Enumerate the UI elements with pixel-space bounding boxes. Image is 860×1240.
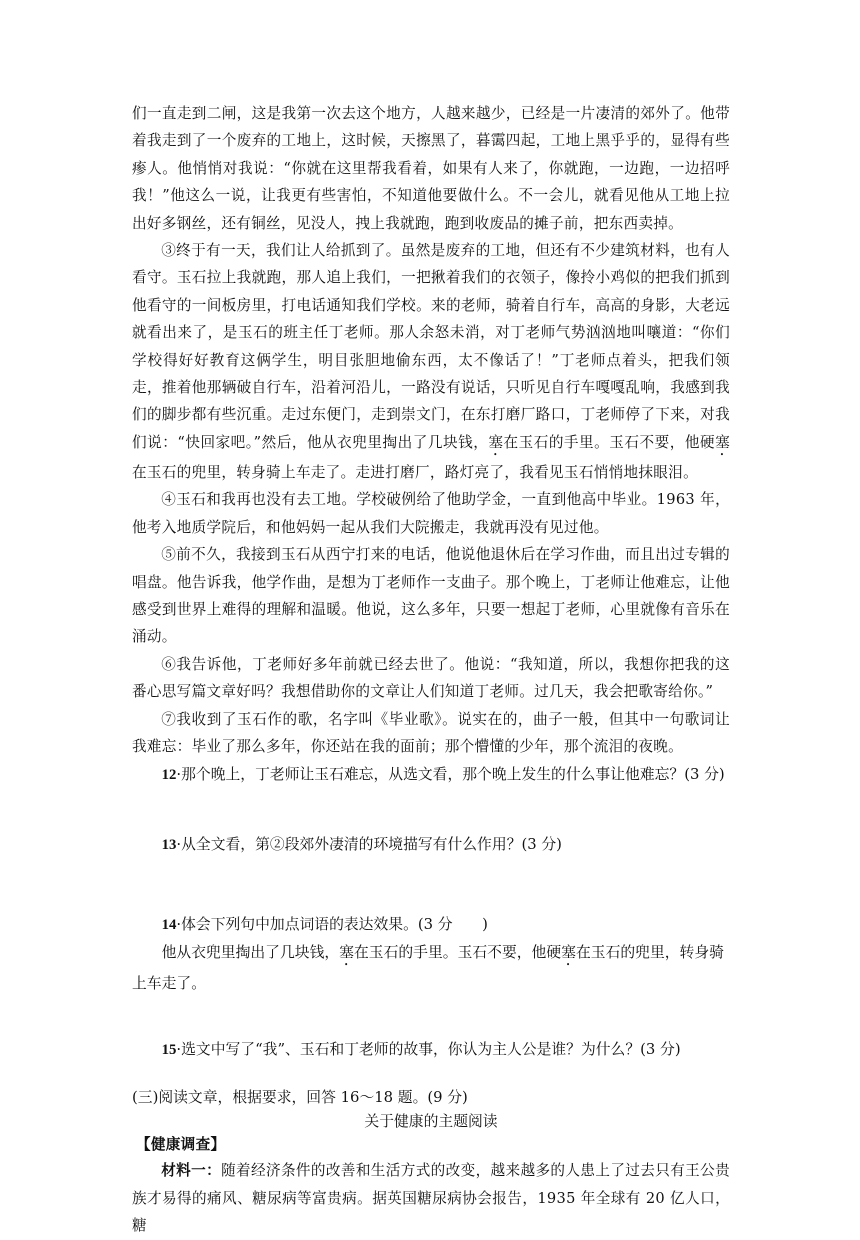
passage-paragraph-5: ⑤前不久，我接到玉石从西宁打来的电话，他说他退休后在学习作曲，而且出过专辑的唱盘。他告诉我，他学作曲，是想为丁老师作一支曲子。那个晚上，丁老师让他难忘，让他感受到世界上难得的理解和温暖。他说，这么多年，只要一想起丁老师，心里就像有音乐在涌动。: [132, 546, 730, 646]
question-number: 15: [161, 1042, 177, 1059]
question-number: 14: [161, 917, 177, 934]
question-15: 15·选文中写了“我”、玉石和丁老师的故事，你认为主人公是谁？为什么？(3 分): [161, 1041, 681, 1059]
emphasized-word-sai-1: 塞: [339, 944, 354, 962]
emphasized-word-sai-2: 塞: [561, 944, 576, 962]
passage-paragraph-6: ⑥我告诉他，丁老师好多年前就已经去世了。他说：“我知道，所以，我想你把我的这番心思写篇文章好吗？我想借助你的文章让人们知道丁老师。过几天，我会把歌寄给你。”: [132, 655, 730, 701]
question-13: 13·从全文看，第②段郊外凄清的环境描写有什么作用？(3 分): [161, 836, 562, 854]
page-content: [132, 100, 730, 1240]
question-12: 12·那个晚上，丁老师让玉石难忘，从选文看，那个晚上发生的什么事让他难忘？(3 分): [161, 766, 725, 784]
question-14-sentence: 他从衣兜里掏出了几块钱，塞在玉石的手里。玉石不要，他硬塞在玉石的兜里，转身骑上车走了。: [132, 944, 724, 993]
material-1: [132, 1157, 730, 1239]
emphasized-word-sai-2: 塞: [715, 433, 731, 451]
question-number: 12: [161, 767, 177, 784]
question-text: 体会下列句中加点词语的表达效果。(3 分 ): [181, 916, 488, 934]
question-14: 14·体会下列句中加点词语的表达效果。(3 分 ): [161, 916, 488, 934]
material-label: 材料一：: [161, 1162, 222, 1180]
section-3-heading: 【健康调查】: [136, 1136, 226, 1154]
p3-text-c: 在玉石的兜里，转身骑上车走了。走进打磨厂，路灯亮了，我看见玉石悄悄地抹眼泪。: [132, 463, 698, 481]
passage-paragraph-3: [132, 237, 730, 486]
question-text: 从全文看，第②段郊外凄清的环境描写有什么作用？(3 分): [181, 836, 562, 854]
question-text: 那个晚上，丁老师让玉石难忘，从选文看，那个晚上发生的什么事让他难忘？(3 分): [181, 766, 725, 784]
section-3-title: 关于健康的主题阅读: [364, 1113, 498, 1131]
material-text: 随着经济条件的改善和生活方式的改变，越来越多的人患上了过去只有王公贵族才易得的痛风、糖尿病等富贵病。据英国糖尿病协会报告，1935 年全球有 20 亿人口，糖: [132, 1162, 731, 1235]
question-text: 选文中写了“我”、玉石和丁老师的故事，你认为主人公是谁？为什么？(3 分): [181, 1041, 681, 1059]
section-3-intro: (三)阅读文章，根据要求，回答 16～18 题。(9 分): [132, 1089, 468, 1107]
p3-text-a: ③终于有一天，我们让人给抓到了。虽然是废弃的工地，但还有不少建筑材料，也有人看守。玉石拉上我就跑，那人追上我们，一把揪着我们的衣领子，像拎小鸡似的把我们抓到他看守的一间板房里，打电话通知我们学校。来的老师，骑着自行车，高高的身影，大老远就看出来了，是玉石的班主任丁老师。那人余怒未消，对丁老师气势汹汹地叫嚷道：“你们学校得好好教育这俩学生，明目张胆地偷东西，太不像话了！”丁老师点着头，把我们领走，推着他那辆破自行车，沿着河沿儿，一路没有说话，只听见自行车嘎嘎乱响，我感到我们的脚步都有些沉重。走过东便门，走到崇文门，在东打磨厂路口，丁老师停了下来，对我们说：“快回家吧。”然后，他从衣兜里掏出了几块钱，: [132, 242, 730, 451]
passage-paragraph-4: ④玉石和我再也没有去工地。学校破例给了他助学金，一直到他高中毕业。1963 年，他考入地质学院后，和他妈妈一起从我们大院搬走，我就再没有见过他。: [132, 491, 730, 536]
p3-text-b: 在玉石的手里。玉石不要，他硬: [503, 433, 716, 451]
passage-paragraph-7: ⑦我收到了玉石作的歌，名字叫《毕业歌》。说实在的，曲子一般，但其中一句歌词让我难忘：毕业了那么多年，你还站在我的面前；那个懵懂的少年，那个流泪的夜晚。: [132, 710, 730, 755]
passage-paragraph-2-continued: 们一直走到二闸，这是我第一次去这个地方，人越来越少，已经是一片凄清的郊外了。他带着我走到了一个废弃的工地上，这时候，天擦黑了，暮霭四起，工地上黑乎乎的，显得有些瘆人。他悄悄对我说：“你就在这里帮我看着，如果有人来了，你就跑，一边跑，一边招呼我！”他这么一说，让我更有些害怕，不知道他要做什么。不一会儿，就看见他从工地上拉出好多钢丝，还有铜丝，见没人，拽上我就跑，跑到收废品的摊子前，把东西卖掉。: [132, 105, 730, 232]
emphasized-word-sai-1: 塞: [488, 433, 504, 451]
question-number: 13: [161, 837, 177, 854]
